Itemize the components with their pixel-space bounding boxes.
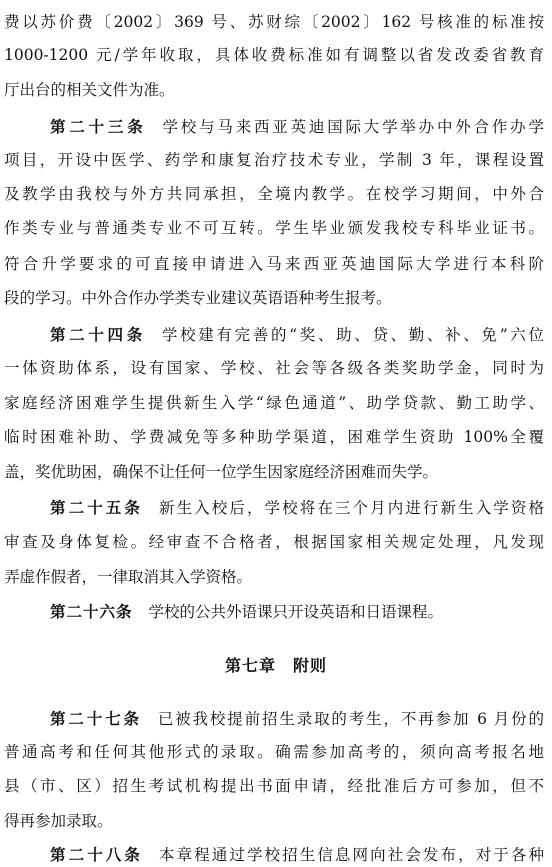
text-line — [4, 811, 544, 831]
line-text: 厅出台的相关文件为准。 — [4, 81, 175, 99]
text-line — [4, 742, 544, 762]
line-text: 已被我校提前招生录取的考生，不再参加 6 月份的 — [157, 710, 544, 728]
article-heading: 第二十四条 — [50, 326, 146, 344]
text-line — [4, 427, 544, 447]
line-text: 弄虚作假者，一律取消其入学资格。 — [4, 568, 253, 586]
line-text: 项目，开设中医学、药学和康复治疗技术专业，学制 3 年，课程设置 — [4, 151, 544, 169]
article-heading: 第二十八条 — [50, 846, 143, 864]
line-text: 费以苏价费〔2002〕369 号、苏财综〔2002〕162 号核准的标准按 — [4, 13, 544, 31]
article-27 — [4, 709, 544, 729]
line-text: 普通高考和任何其他形式的录取。确需参加高考的，须向高考报名地 — [4, 743, 544, 761]
line-text: 审查及身体复检。经审查不合格者，根据国家相关规定处理，凡发现 — [4, 533, 544, 551]
line-text: 学校的公共外语课只开设英语和日语课程。 — [148, 603, 444, 621]
line-text: 及教学由我校与外方共同承担，全境内教学。在校学习期间，中外合 — [4, 185, 544, 203]
article-26 — [4, 602, 544, 622]
line-text: 县（市、区）招生考试机构提出书面申请，经批准后方可参加，但不 — [4, 777, 544, 795]
text-line — [4, 288, 544, 308]
article-25 — [4, 498, 544, 518]
line-text: 作类专业与普通类专业不可互转。学生毕业颁发我校专科毕业证书。 — [4, 219, 544, 237]
text-line — [4, 393, 544, 413]
article-heading: 第二十六条 — [50, 603, 133, 621]
text-line — [4, 12, 544, 32]
text-line — [4, 218, 544, 238]
chapter-title: 第七章 附则 — [224, 656, 327, 675]
text-line — [4, 462, 544, 482]
line-text: 段的学习。中外合作办学类专业建议英语语种考生报考。 — [4, 289, 392, 307]
article-heading: 第二十三条 — [50, 118, 147, 136]
line-text: 1000-1200 元/学年收取，具体收费标准如有调整以省发改委省教育 — [4, 46, 544, 64]
line-text: 学校建有完善的“奖、助、贷、勤、补、免”六位 — [161, 326, 544, 344]
text-line — [4, 254, 544, 274]
line-text: 新生入校后，学校将在三个月内进行新生入学资格 — [158, 499, 544, 517]
text-line — [4, 45, 544, 65]
text-line — [4, 80, 544, 100]
line-text: 符合升学要求的可直接申请进入马来西亚英迪国际大学进行本科阶 — [4, 255, 544, 273]
line-text: 学校与马来西亚英迪国际大学举办中外合作办学 — [162, 118, 544, 136]
line-text: 一体资助体系，设有国家、学校、社会等各级各类奖助学金，同时为 — [4, 359, 544, 377]
text-line — [4, 567, 544, 587]
line-text: 家庭经济困难学生提供新生入学“绿色通道”、助学贷款、勤工助学、 — [4, 394, 544, 412]
article-23 — [4, 117, 544, 137]
text-line — [4, 358, 544, 378]
line-text: 本章程通过学校招生信息网向社会发布，对于各种 — [158, 846, 544, 864]
article-28 — [4, 845, 544, 865]
article-heading: 第二十七条 — [50, 710, 142, 728]
article-24 — [4, 325, 544, 345]
text-line — [4, 532, 544, 552]
article-heading: 第二十五条 — [50, 499, 143, 517]
line-text: 得再参加录取。 — [4, 812, 113, 830]
text-line — [4, 150, 544, 170]
line-text: 临时困难补助、学费减免等多种助学渠道，困难学生资助 100%全覆 — [4, 428, 544, 446]
text-line — [4, 776, 544, 796]
line-text: 盖，奖优助困，确保不让任何一位学生因家庭经济困难而失学。 — [4, 463, 439, 481]
text-line — [4, 184, 544, 204]
